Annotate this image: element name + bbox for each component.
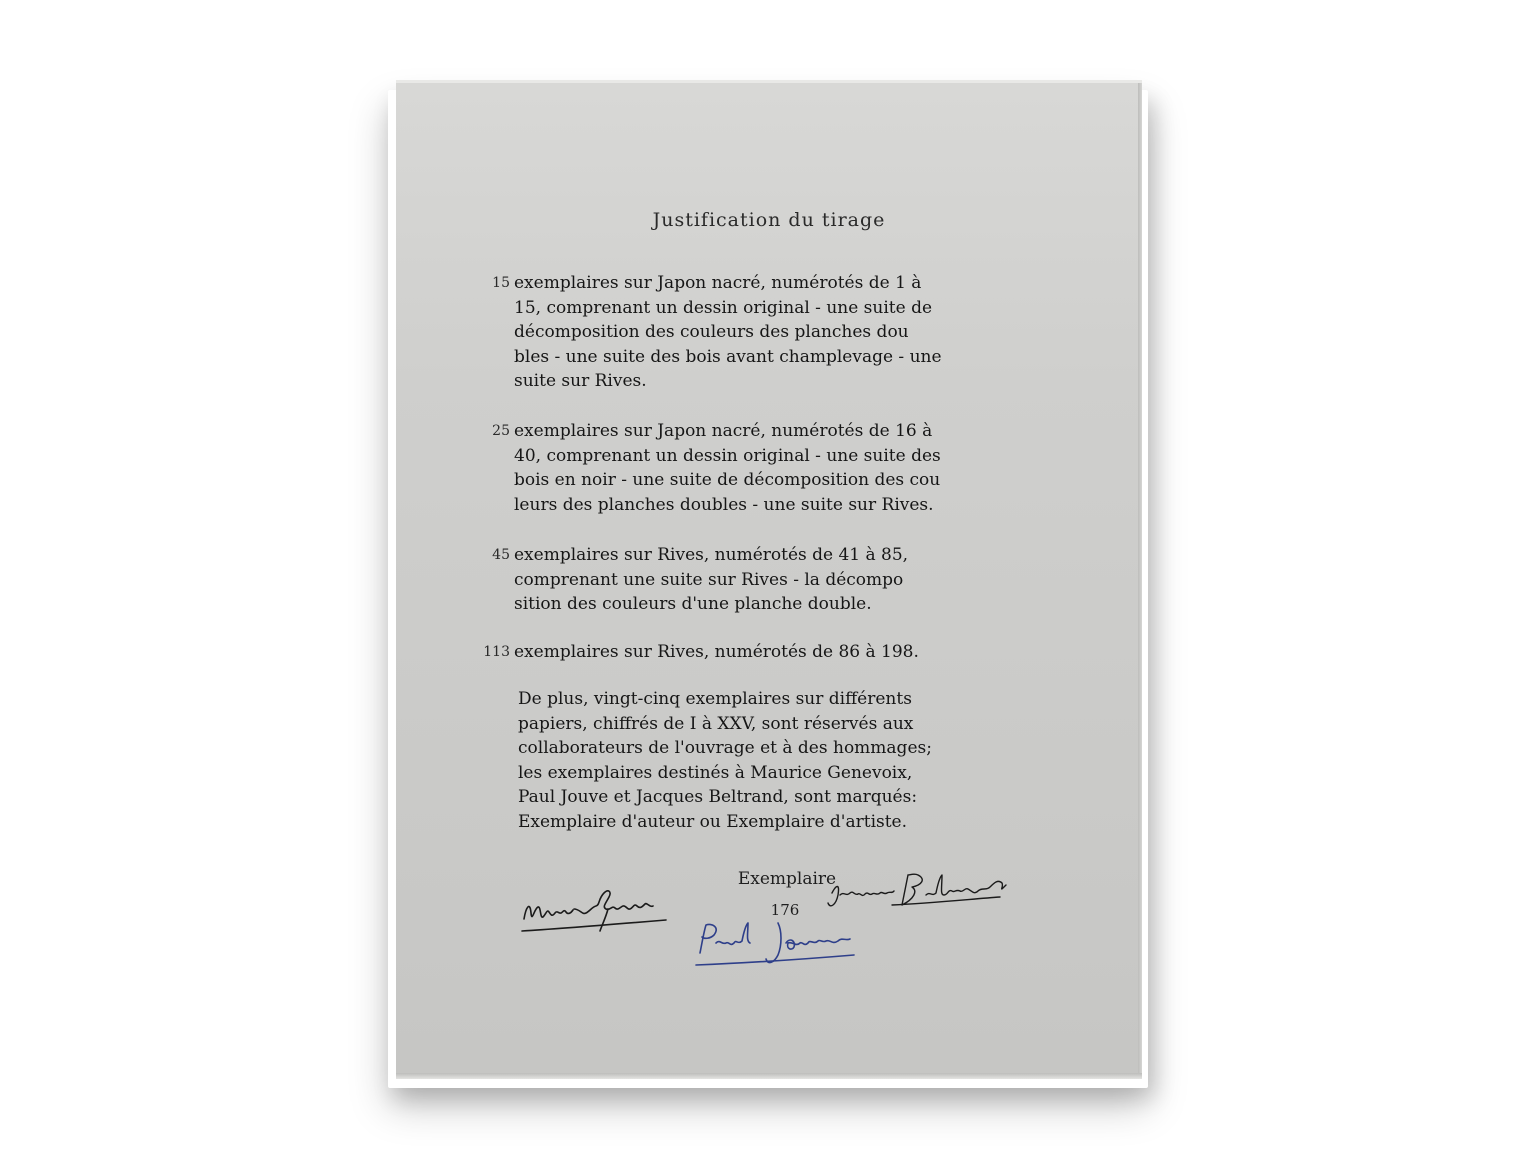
paragraph-line: comprenant une suite sur Rives - la décompo xyxy=(514,569,904,590)
paragraph-line: suite sur Rives. xyxy=(514,371,647,391)
edition-paragraph xyxy=(482,640,1018,665)
copy-number: 176 xyxy=(770,901,800,919)
paragraph-line: 40, comprenant un dessin original - une suite des xyxy=(514,445,941,466)
edition-paragraph xyxy=(482,419,1018,517)
copy-count: 113 xyxy=(483,644,510,660)
paragraph-line: Paul Jouve et Jacques Beltrand, sont marqués: xyxy=(518,787,918,807)
signature-ink xyxy=(828,874,1006,906)
paragraph-line: exemplaires sur Japon nacré, numérotés de 1 à xyxy=(514,273,922,293)
justification-sheet xyxy=(396,80,1142,1073)
copy-count: 15 xyxy=(492,275,510,291)
edition-paragraph xyxy=(482,271,1018,394)
paragraph-line: exemplaires sur Rives, numérotés de 86 à 198. xyxy=(514,642,919,662)
signature-paul-jouve xyxy=(686,915,866,975)
edition-paragraph xyxy=(482,543,1018,617)
sheet-bottom-edge xyxy=(396,1073,1142,1079)
signature-maurice-genevoix xyxy=(516,879,676,949)
page-title: Justification du tirage xyxy=(652,209,886,231)
paragraph-line: papiers, chiffrés de I à XXV, sont réservés aux xyxy=(518,713,914,734)
paragraph-line: bles - une suite des bois avant champlevage - une xyxy=(514,346,942,367)
paragraph-line: Exemplaire d'auteur ou Exemplaire d'artiste. xyxy=(518,811,908,832)
paragraph-line: De plus, vingt-cinq exemplaires sur différents xyxy=(518,689,912,709)
paragraph-line: décomposition des couleurs des planches dou xyxy=(514,322,909,342)
reserved-copies-paragraph xyxy=(482,687,1018,834)
paragraph-line: exemplaires sur Japon nacré, numérotés de 16 à xyxy=(514,421,933,441)
paragraph-line: exemplaires sur Rives, numérotés de 41 à 85, xyxy=(514,545,909,565)
signature-ink xyxy=(522,891,666,931)
paragraph-line: sition des couleurs d'une planche double. xyxy=(514,594,872,614)
copy-label: Exemplaire xyxy=(737,869,837,889)
paragraph-line: collaborateurs de l'ouvrage et à des hommages; xyxy=(518,738,932,758)
paragraph-line: 15, comprenant un dessin original - une suite de xyxy=(514,297,933,318)
paragraph-line: les exemplaires destinés à Maurice Genevoix, xyxy=(518,762,913,783)
copy-count: 45 xyxy=(492,547,510,563)
paragraph-line: leurs des planches doubles - une suite sur Rives. xyxy=(514,494,934,515)
paragraph-line: bois en noir - une suite de décomposition des cou xyxy=(514,470,941,490)
signature-ink xyxy=(696,923,854,965)
copy-count: 25 xyxy=(492,423,510,439)
